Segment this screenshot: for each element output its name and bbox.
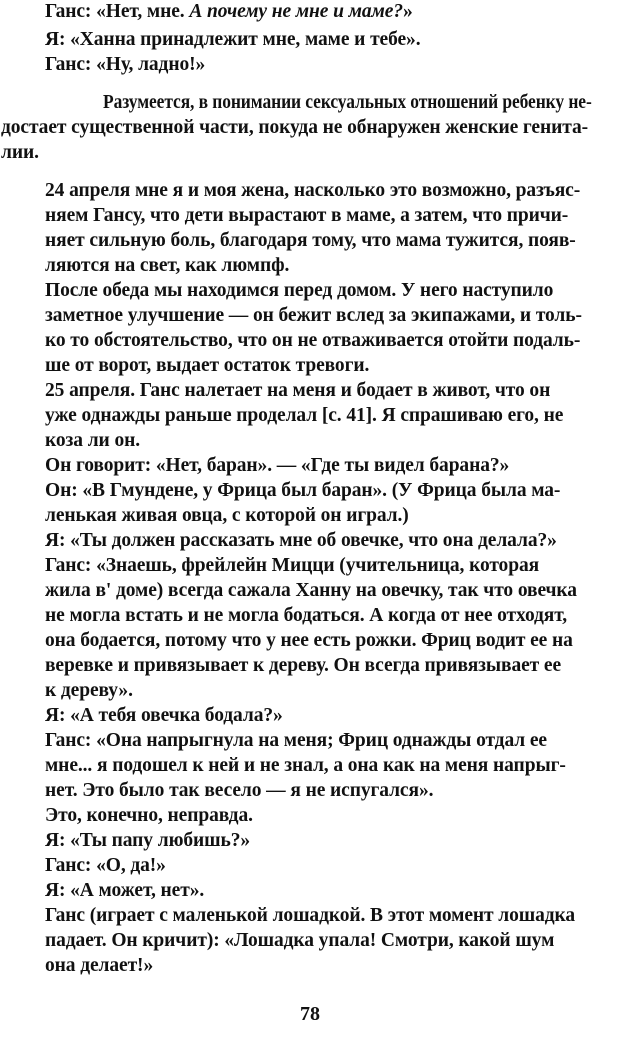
text-line: Ганс (играет с маленькой лошадкой. В этот момент лошадка bbox=[45, 905, 576, 926]
text-line: Разумеется, в понимании сексуальных отношений ребенку не- bbox=[103, 92, 592, 113]
text-line: мне... я подошел к ней и не знал, а она как на меня напрыг- bbox=[45, 755, 566, 776]
text-line: После обеда мы находимся перед домом. У него наступило bbox=[45, 280, 554, 301]
text-line: Я: «А может, нет». bbox=[45, 880, 205, 901]
text-line: Ганс: «Ну, ладно!» bbox=[45, 54, 206, 75]
italic-fragment: А почему не мне и маме? bbox=[189, 1, 404, 22]
text-line: 24 апреля мне я и моя жена, насколько это возможно, разъяс- bbox=[45, 180, 581, 201]
text-line: нет. Это было так весело — я не испугался». bbox=[45, 780, 434, 801]
text-line-start: Ганс: «Нет, мне. bbox=[45, 1, 190, 22]
text-line: Я: «А тебя овечка бодала?» bbox=[45, 705, 283, 726]
text-line bbox=[45, 0, 413, 24]
text-line: достает существенной части, покуда не обнаружен женские генита- bbox=[1, 117, 589, 138]
page-number: 78 bbox=[300, 1003, 320, 1025]
text-line-end: » bbox=[403, 1, 413, 22]
text-line: Ганс: «Она напрыгнула на меня; Фриц однажды отдал ее bbox=[45, 730, 547, 751]
text-line: Я: «Ханна принадлежит мне, маме и тебе». bbox=[45, 29, 421, 50]
text-line: Ганс: «Знаешь, фрейлейн Мицци (учительница, которая bbox=[45, 555, 540, 576]
text-line: к дереву». bbox=[45, 680, 133, 701]
text-line: Это, конечно, неправда. bbox=[45, 805, 253, 826]
text-line: падает. Он кричит): «Лошадка упала! Смотри, какой шум bbox=[45, 930, 555, 951]
text-line: она бодается, потому что у нее есть рожки. Фриц водит ее на bbox=[45, 630, 573, 651]
text-line: Ганс: «О, да!» bbox=[45, 855, 166, 876]
text-line: она делает!» bbox=[45, 955, 154, 976]
text-line: ляются на свет, как люмпф. bbox=[45, 255, 290, 276]
text-line: Он: «В Гмундене, у Фрица был баран». (У Фрица была ма- bbox=[45, 480, 561, 501]
text-line: заметное улучшение — он бежит вслед за экипажами, и толь- bbox=[45, 305, 582, 326]
text-line: жила в' доме) всегда сажала Ханну на овечку, так что овечка bbox=[45, 580, 577, 601]
text-line: няем Гансу, что дети вырастают в маме, а затем, что причи- bbox=[45, 205, 569, 226]
text-line: Я: «Ты папу любишь?» bbox=[45, 830, 251, 851]
text-line: лии. bbox=[1, 142, 39, 163]
text-line: веревке и привязывает к дереву. Он всегда привязывает ее bbox=[45, 655, 562, 676]
text-line: не могла встать и не могла бодаться. А когда от нее отходят, bbox=[45, 605, 568, 626]
text-line: коза ли он. bbox=[45, 430, 141, 451]
text-line: ленькая живая овца, с которой он играл.) bbox=[45, 505, 409, 526]
text-line: ше от ворот, выдает остаток тревоги. bbox=[45, 355, 370, 376]
text-line: Я: «Ты должен рассказать мне об овечке, что она делала?» bbox=[45, 530, 557, 551]
text-line: няет сильную боль, благодаря тому, что мама тужится, появ- bbox=[45, 230, 576, 251]
text-line: уже однажды раньше проделал [с. 41]. Я спрашиваю его, не bbox=[45, 405, 564, 426]
text-line: Он говорит: «Нет, баран». — «Где ты видел барана?» bbox=[45, 455, 510, 476]
text-line: ко то обстоятельство, что он не отваживается отойти подаль- bbox=[45, 330, 581, 351]
text-line: 25 апреля. Ганс налетает на меня и бодает в живот, что он bbox=[45, 380, 551, 401]
